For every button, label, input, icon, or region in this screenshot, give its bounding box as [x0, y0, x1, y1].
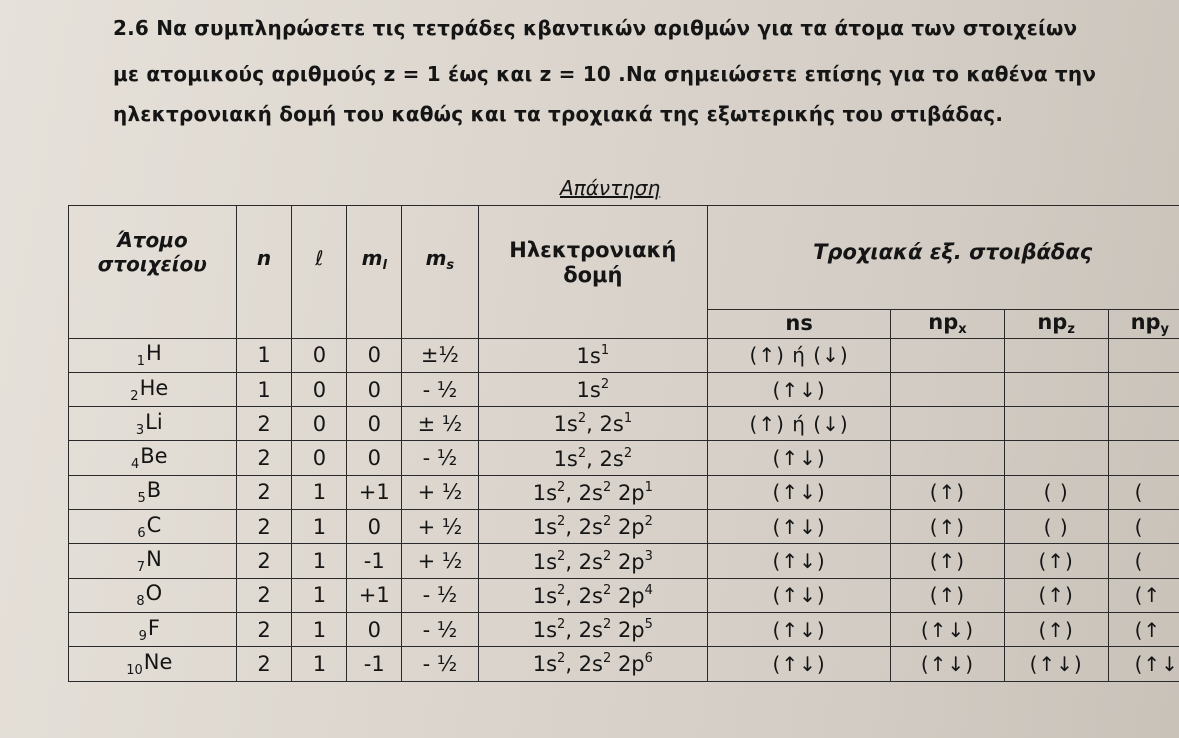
- cell-n: 2: [236, 407, 292, 441]
- cell-ns: (↑↓): [708, 372, 891, 406]
- cell-l: 1: [292, 544, 347, 578]
- cell-n: 2: [236, 475, 292, 509]
- cell-n: 2: [236, 441, 292, 475]
- cell-ml: 0: [347, 407, 402, 441]
- cell-l: 0: [292, 407, 347, 441]
- cell-config: $1s^2$, $2s^2$ $2p^2$: [478, 510, 708, 544]
- question-line-2: με ατομικούς αριθμούς z = 1 έως και z = 10 .Να σημειώσετε επίσης για το καθένα την: [113, 62, 1097, 86]
- cell-npz: ( ): [1004, 510, 1108, 544]
- cell-npy: (: [1108, 510, 1179, 544]
- cell-ms: ± ½: [402, 407, 478, 441]
- cell-npz: (↑↓): [1004, 647, 1108, 681]
- answer-heading: Απάντηση: [560, 176, 661, 200]
- header-npy: $np_y$: [1108, 310, 1179, 339]
- cell-ml: 0: [347, 510, 402, 544]
- header-npz: $np_z$: [1004, 310, 1108, 339]
- table-row: [69, 647, 1179, 681]
- cell-npz: ( ): [1004, 475, 1108, 509]
- cell-ns: (↑↓): [708, 612, 891, 646]
- cell-ml: +1: [347, 475, 402, 509]
- cell-ms: ±½: [402, 338, 478, 372]
- table-row: [69, 407, 1179, 441]
- header-ml: $m_l$: [347, 206, 402, 339]
- cell-ml: 0: [347, 372, 402, 406]
- table-row: [69, 372, 1179, 406]
- cell-n: 2: [236, 647, 292, 681]
- cell-npy: [1108, 441, 1179, 475]
- cell-l: 1: [292, 475, 347, 509]
- cell-npz: (↑): [1004, 544, 1108, 578]
- cell-npy: (↑↓: [1108, 647, 1179, 681]
- cell-npz: [1004, 338, 1108, 372]
- cell-npx: [891, 441, 1005, 475]
- element-symbol: $_4$Be: [69, 441, 237, 475]
- cell-ms: - ½: [402, 578, 478, 612]
- cell-n: 1: [236, 372, 292, 406]
- cell-l: 1: [292, 578, 347, 612]
- header-orbitals: Τροχιακά εξ. στοιβάδας: [708, 206, 1179, 310]
- cell-ns: (↑↓): [708, 475, 891, 509]
- question-line-3: ηλεκτρονιακή δομή του καθώς και τα τροχιακά της εξωτερικής του στιβάδας.: [113, 102, 1004, 126]
- cell-ms: + ½: [402, 544, 478, 578]
- element-symbol: $_3$Li: [69, 407, 237, 441]
- header-l: ℓ: [292, 206, 347, 339]
- table-row: [69, 544, 1179, 578]
- cell-config: $1s^2$, $2s^2$ $2p^3$: [478, 544, 708, 578]
- table-row: [69, 510, 1179, 544]
- cell-ml: 0: [347, 441, 402, 475]
- cell-ms: + ½: [402, 510, 478, 544]
- cell-l: 1: [292, 612, 347, 646]
- cell-ml: -1: [347, 647, 402, 681]
- cell-l: 1: [292, 647, 347, 681]
- cell-config: $1s^1$: [478, 338, 708, 372]
- cell-n: 2: [236, 510, 292, 544]
- cell-n: 2: [236, 578, 292, 612]
- cell-npy: [1108, 407, 1179, 441]
- cell-npy: [1108, 372, 1179, 406]
- header-config: Ηλεκτρονιακή δομή: [478, 206, 708, 339]
- header-n: n: [236, 206, 292, 339]
- cell-ns: (↑↓): [708, 510, 891, 544]
- question-line-1: 2.6 Να συμπληρώσετε τις τετράδες κβαντικών αριθμών για τα άτομα των στοιχείων: [113, 16, 1078, 40]
- cell-ns: (↑↓): [708, 647, 891, 681]
- element-symbol: $_1$H: [69, 338, 237, 372]
- table-row: [69, 612, 1179, 646]
- cell-npy: (: [1108, 544, 1179, 578]
- cell-npx: (↑): [891, 510, 1005, 544]
- cell-ms: - ½: [402, 441, 478, 475]
- cell-ms: - ½: [402, 372, 478, 406]
- cell-npx: [891, 407, 1005, 441]
- cell-npy: (↑: [1108, 578, 1179, 612]
- cell-npz: [1004, 372, 1108, 406]
- cell-ns: (↑↓): [708, 441, 891, 475]
- cell-ns: (↑) ή (↓): [708, 407, 891, 441]
- cell-npz: [1004, 441, 1108, 475]
- cell-ml: +1: [347, 578, 402, 612]
- cell-ns: (↑) ή (↓): [708, 338, 891, 372]
- cell-npz: (↑): [1004, 612, 1108, 646]
- cell-l: 1: [292, 510, 347, 544]
- cell-npz: (↑): [1004, 578, 1108, 612]
- cell-config: $1s^2$, $2s^2$ $2p^1$: [478, 475, 708, 509]
- cell-npy: [1108, 338, 1179, 372]
- cell-ml: 0: [347, 338, 402, 372]
- cell-npx: (↑↓): [891, 612, 1005, 646]
- header-ms: $m_s$: [402, 206, 478, 339]
- header-npx: $np_x$: [891, 310, 1005, 339]
- cell-ml: 0: [347, 612, 402, 646]
- element-symbol: $_2$He: [69, 372, 237, 406]
- header-atom: Άτομο στοιχείου: [69, 206, 237, 339]
- table-row: [69, 578, 1179, 612]
- cell-ml: -1: [347, 544, 402, 578]
- cell-n: 1: [236, 338, 292, 372]
- cell-npx: [891, 338, 1005, 372]
- header-ns: ns: [708, 310, 891, 339]
- element-symbol: $_7$N: [69, 544, 237, 578]
- cell-npz: [1004, 407, 1108, 441]
- cell-ms: + ½: [402, 475, 478, 509]
- cell-config: $1s^2$, $2s^1$: [478, 407, 708, 441]
- cell-config: $1s^2$, $2s^2$ $2p^4$: [478, 578, 708, 612]
- cell-ms: - ½: [402, 647, 478, 681]
- cell-l: 0: [292, 441, 347, 475]
- element-symbol: $_5$B: [69, 475, 237, 509]
- cell-config: $1s^2$, $2s^2$ $2p^6$: [478, 647, 708, 681]
- cell-npx: (↑): [891, 544, 1005, 578]
- cell-l: 0: [292, 338, 347, 372]
- cell-npx: (↑↓): [891, 647, 1005, 681]
- quantum-numbers-table: [68, 205, 1179, 682]
- cell-npx: [891, 372, 1005, 406]
- cell-l: 0: [292, 372, 347, 406]
- element-symbol: $_{10}$Ne: [69, 647, 237, 681]
- table-row: [69, 441, 1179, 475]
- cell-n: 2: [236, 544, 292, 578]
- cell-npx: (↑): [891, 578, 1005, 612]
- cell-config: $1s^2$, $2s^2$ $2p^5$: [478, 612, 708, 646]
- cell-ms: - ½: [402, 612, 478, 646]
- cell-config: $1s^2$: [478, 372, 708, 406]
- cell-npy: (: [1108, 475, 1179, 509]
- table-row: [69, 338, 1179, 372]
- cell-config: $1s^2$, $2s^2$: [478, 441, 708, 475]
- cell-npy: (↑: [1108, 612, 1179, 646]
- table-row: [69, 475, 1179, 509]
- cell-n: 2: [236, 612, 292, 646]
- cell-npx: (↑): [891, 475, 1005, 509]
- cell-ns: (↑↓): [708, 578, 891, 612]
- element-symbol: $_8$O: [69, 578, 237, 612]
- element-symbol: $_9$F: [69, 612, 237, 646]
- element-symbol: $_6$C: [69, 510, 237, 544]
- cell-ns: (↑↓): [708, 544, 891, 578]
